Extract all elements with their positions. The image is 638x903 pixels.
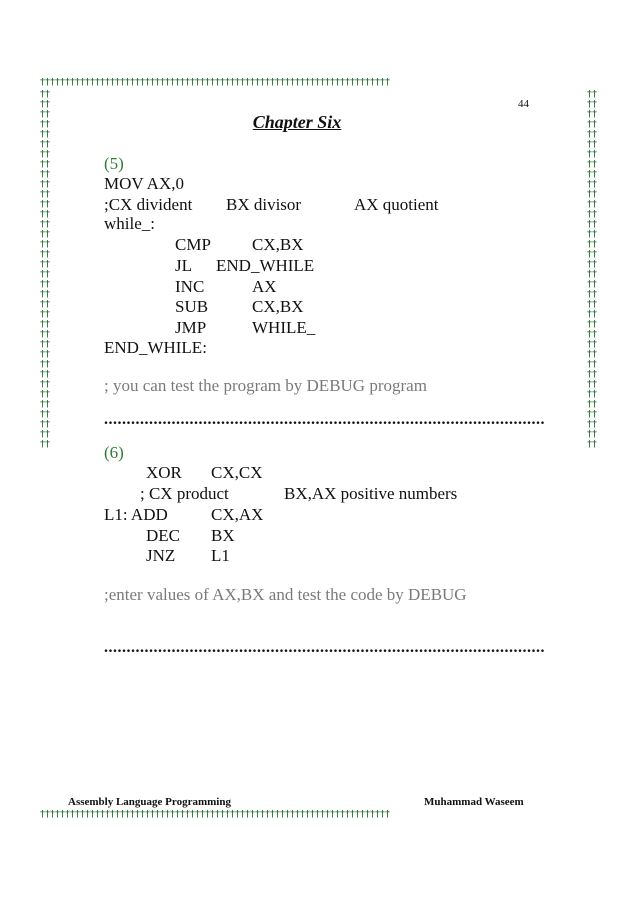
section5-while-label: while_: bbox=[104, 214, 155, 233]
code-op: L1: ADD bbox=[104, 505, 168, 524]
dotted-separator: .................................................................................................. bbox=[104, 639, 545, 656]
palm-tree-border-right: †††††††††††††††††††††††††††††††††††††††††††††††††††††††††††††††††††††††† bbox=[587, 89, 597, 450]
section5-end-label: END_WHILE: bbox=[104, 338, 207, 357]
section6-note: ;enter values of AX,BX and test the code by DEBUG bbox=[104, 585, 467, 604]
section6-comment-product: ; CX product bbox=[140, 484, 229, 503]
palm-tree-border-bottom: †††††††††††††††††††††††††††††††††††††††††††††††††††††††††††††††††††††† bbox=[40, 809, 390, 820]
code-arg: CX,BX bbox=[252, 235, 304, 254]
section5-comment-quotient: AX quotient bbox=[354, 195, 439, 214]
page-number: 44 bbox=[518, 98, 529, 110]
code-arg: CX,CX bbox=[211, 463, 263, 482]
palm-tree-border-left: †††††††††††††††††††††††††††††††††††††††††††††††††††††††††††††††††††††††† bbox=[40, 89, 50, 450]
section5-note: ; you can test the program by DEBUG program bbox=[104, 376, 427, 395]
code-op: JL bbox=[175, 256, 192, 275]
section6-label: (6) bbox=[104, 443, 124, 462]
code-arg: CX,BX bbox=[252, 297, 304, 316]
section6-comment-positive: BX,AX positive numbers bbox=[284, 484, 458, 503]
code-arg: BX bbox=[211, 526, 235, 545]
footer-left: Assembly Language Programming bbox=[68, 796, 231, 808]
palm-tree-border-top: †††††††††††††††††††††††††††††††††††††††††††††††††††††††††††††††††††††† bbox=[40, 77, 390, 88]
dotted-separator: .................................................................................................. bbox=[104, 411, 545, 428]
section5-comment-divisor: BX divisor bbox=[226, 195, 302, 214]
code-arg: CX,AX bbox=[211, 505, 264, 524]
code-arg: WHILE_ bbox=[252, 318, 316, 337]
code-op: SUB bbox=[175, 297, 209, 316]
section5-comment-dividend: ;CX divident bbox=[104, 195, 193, 214]
section5-label: (5) bbox=[104, 154, 124, 173]
code-arg: L1 bbox=[211, 546, 230, 565]
chapter-title: Chapter Six bbox=[252, 112, 342, 132]
code-op: XOR bbox=[146, 463, 182, 482]
code-op: CMP bbox=[175, 235, 211, 254]
code-op: INC bbox=[175, 277, 205, 296]
code-op: DEC bbox=[146, 526, 180, 545]
code-arg: AX bbox=[252, 277, 277, 296]
footer-right: Muhammad Waseem bbox=[424, 796, 524, 808]
code-op: JMP bbox=[175, 318, 207, 337]
code-op: JNZ bbox=[146, 546, 176, 565]
code-arg: END_WHILE bbox=[216, 256, 315, 275]
section5-init: MOV AX,0 bbox=[104, 174, 184, 193]
